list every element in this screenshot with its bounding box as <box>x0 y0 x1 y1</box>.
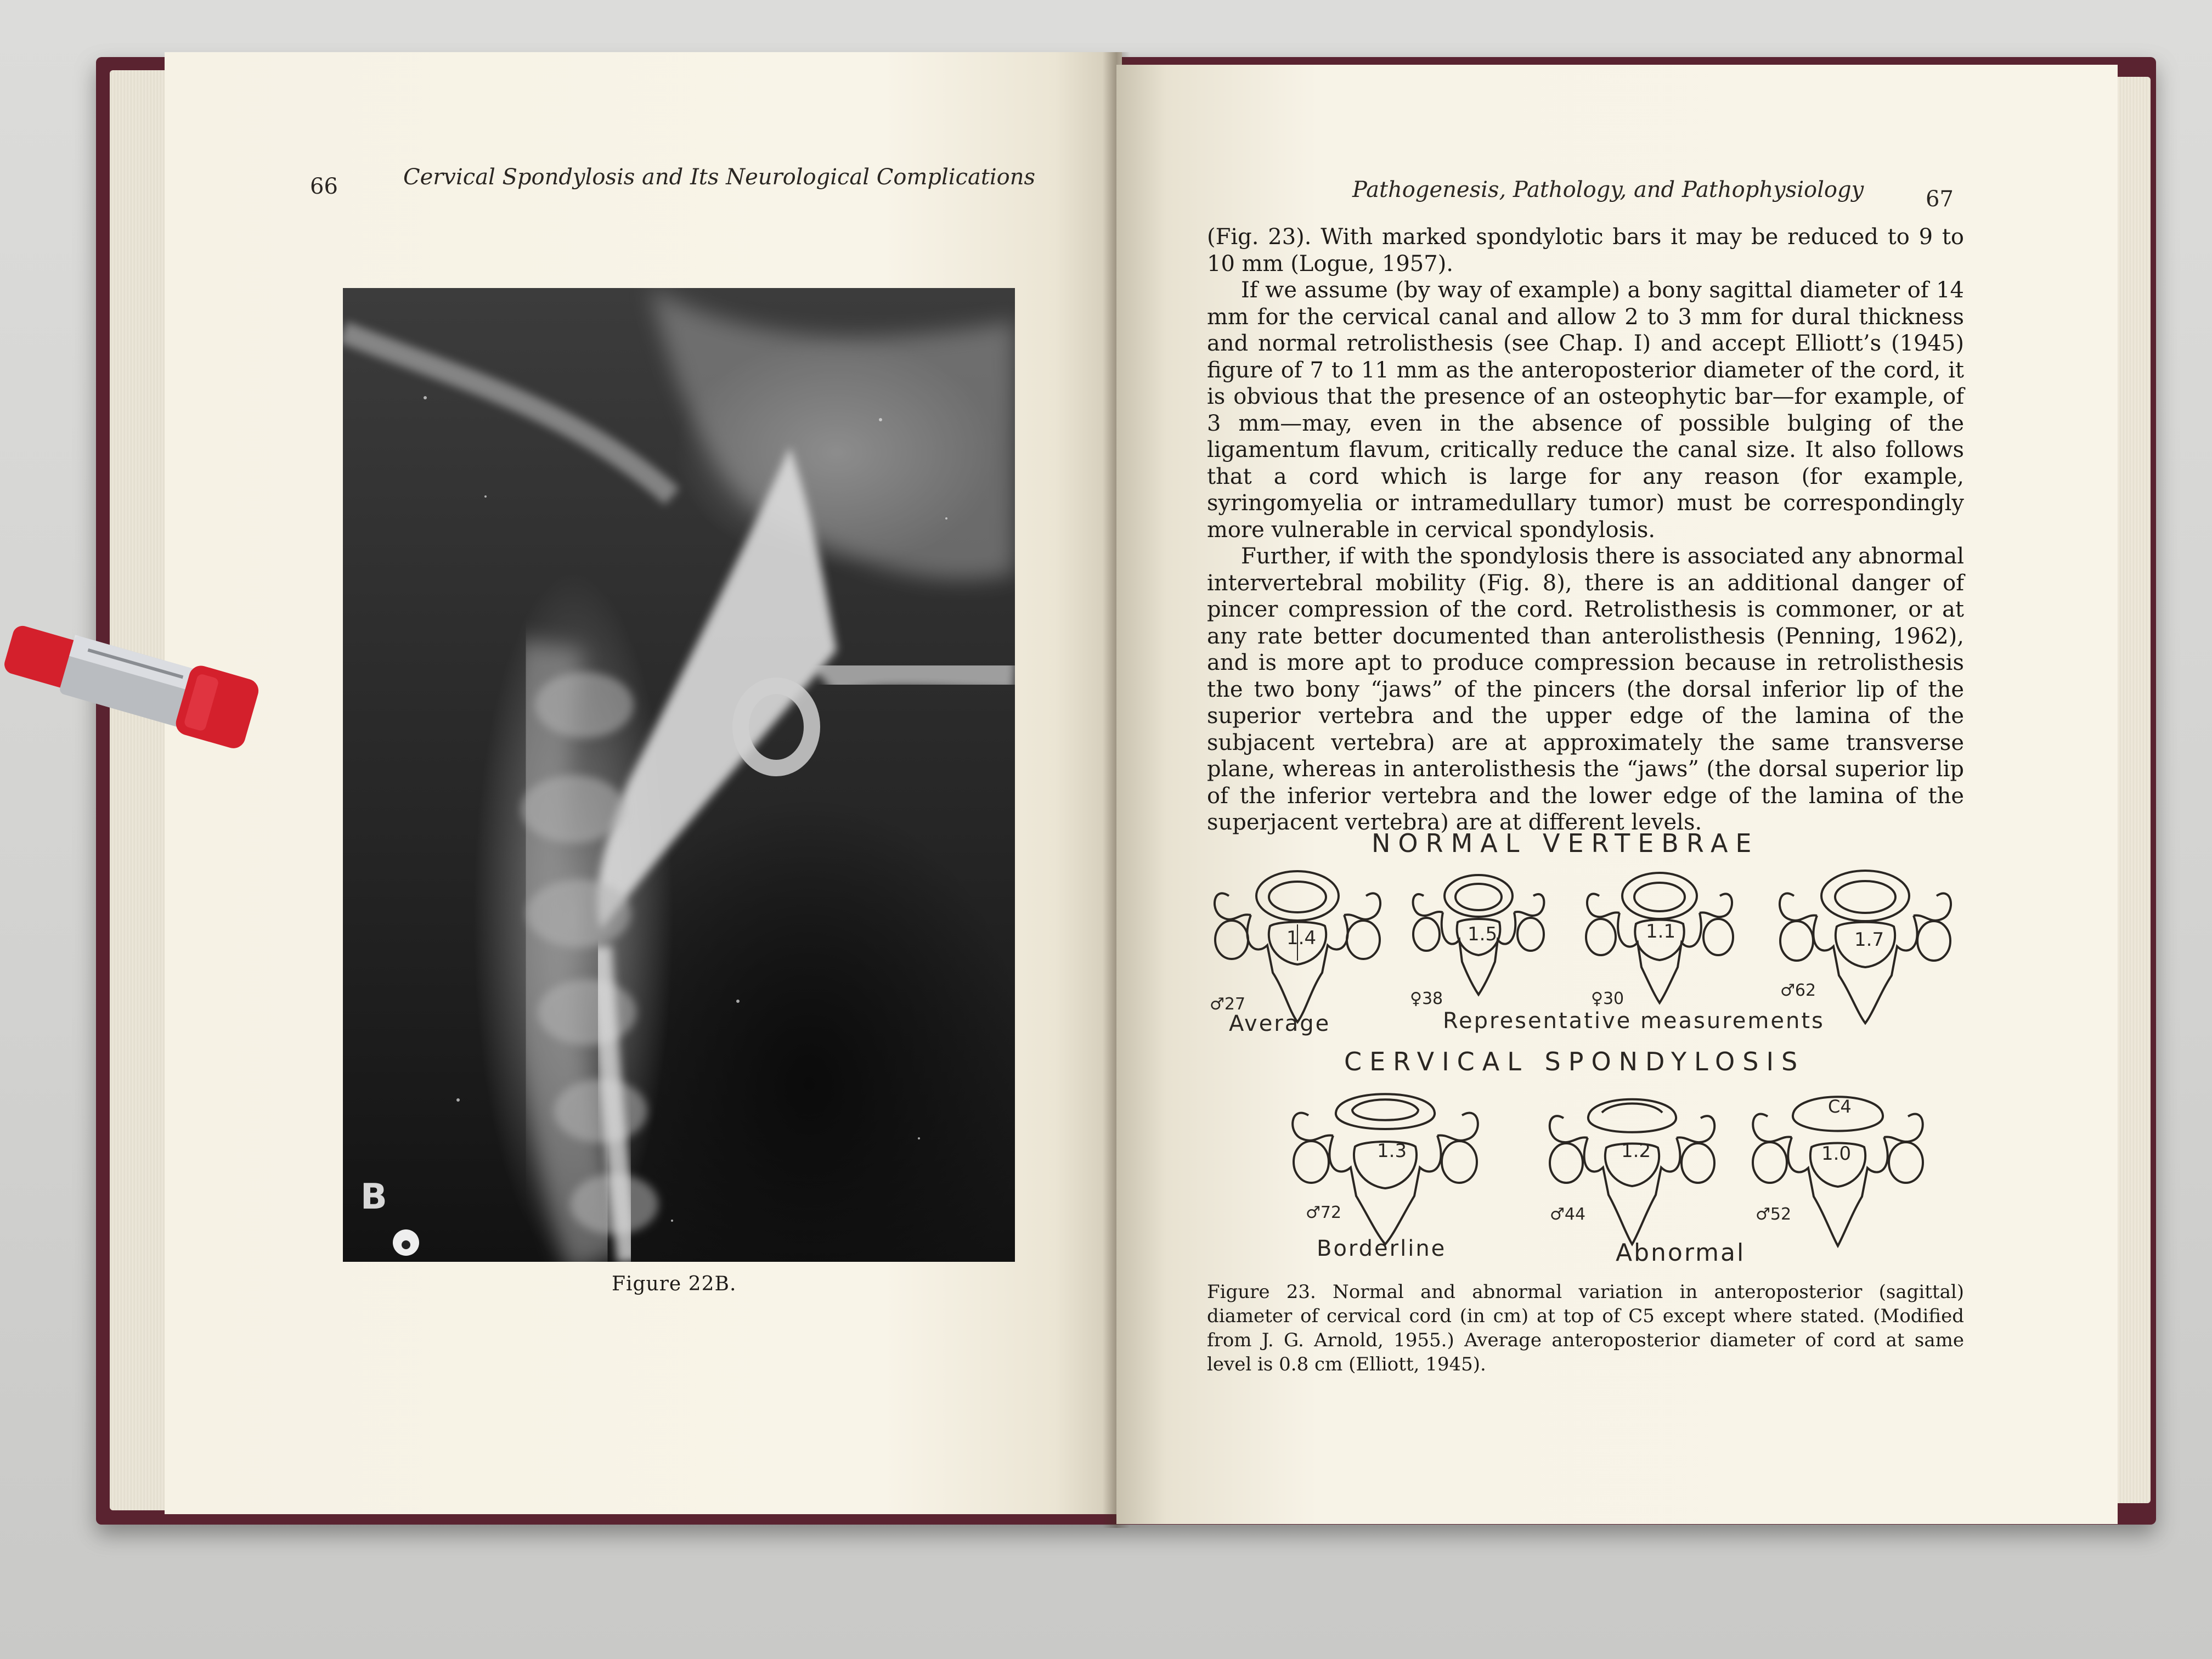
label-abnormal: Abnormal <box>1616 1239 1746 1267</box>
sex-age-spondylosis-2: ♂44 <box>1550 1205 1586 1224</box>
figure-23-caption: Figure 23. Normal and abnormal variation in anteroposterior (sagittal) diameter of cervical cord (in cm) at top of C5 except where stated. (Modified from J. G. Arnold, 1955.) Average anteroposterior diameter of cord at same level is 0.8 cm (Elliott, 1945). <box>1207 1281 1964 1375</box>
right-page-number: 67 <box>1926 187 1954 212</box>
measure-normal-2: 1.5 <box>1468 923 1498 945</box>
measure-normal-4: 1.7 <box>1854 929 1884 951</box>
vertebra-spondylosis-1 <box>1284 1080 1487 1250</box>
sex-age-normal-2: ♀38 <box>1410 989 1443 1008</box>
heading-cervical-spondylosis: CERVICAL SPONDYLOSIS <box>1344 1047 1805 1076</box>
measure-normal-3: 1.1 <box>1646 921 1676 943</box>
paragraph-2: If we assume (by way of example) a bony sagittal diameter of 14 mm for the cervical canal and allow 2 to 3 mm for dural thickness and normal retrolisthesis (see Chap. I) and accept Elliott’s (1945) figure of 7 to 11 mm as the anteroposterior diameter of the cord, it is obvious that the presence of an osteophytic bar—for example, of 3 mm—may, even in the absence of possible bulging of the ligamentum flavum, critically reduce the canal size. It also follows that a cord which is large for any reason (for example, syringomyelia or intramedullary tumor) must be correspondingly more vulnerable in cervical spondylosis. <box>1207 278 1964 543</box>
vertebra-spondylosis-2 <box>1542 1085 1723 1250</box>
paragraph-1: (Fig. 23). With marked spondylotic bars it may be reduced to 9 to 10 mm (Logue, 1957). <box>1207 224 1964 276</box>
measure-spondylosis-3: 1.0 <box>1821 1143 1852 1165</box>
right-running-head: Pathogenesis, Pathology, and Pathophysiology <box>1352 177 1864 202</box>
right-page <box>1116 65 2118 1524</box>
figure-23-diagram <box>1207 827 1964 1277</box>
xray-figure-22b <box>343 288 1015 1262</box>
measure-normal-1: 1.4 <box>1286 927 1317 949</box>
heading-normal-vertebrae: NORMAL VERTEBRAE <box>1372 828 1759 858</box>
xray-letter-marker: B <box>360 1177 387 1217</box>
paragraph-3: Further, if with the spondylosis there is associated any abnormal intervertebral mobility (Fig. 8), there is an additional danger of pincer compression of the cord. Retrolisthesis is commoner, or at any rate better documented than anterolisthesis (Penning, 1962), and is more apt to produce compression because in retrolisthesis the two bony “jaws” of the pincers (the dorsal inferior lip of the superior vertebra and the upper edge of the lamina of the subjacent vertebra) are at approximately the same transverse plane, whereas in anterolisthesis the “jaws” (the dorsal superior lip of the inferior vertebra and the lower edge of the lamina of the superjacent vertebra) are at different levels. <box>1207 544 1964 835</box>
figure-22b-caption: Figure 22B. <box>612 1273 737 1295</box>
left-running-head: Cervical Spondylosis and Its Neurological Complications <box>403 165 1036 190</box>
body-text <box>1207 224 1964 836</box>
label-average: Average <box>1229 1011 1331 1036</box>
sex-age-normal-1: ♂27 <box>1210 995 1246 1014</box>
sex-age-spondylosis-3: ♂52 <box>1756 1205 1792 1224</box>
measure-spondylosis-1: 1.3 <box>1377 1140 1407 1162</box>
label-borderline: Borderline <box>1317 1236 1447 1261</box>
measure-spondylosis-2: 1.2 <box>1621 1140 1651 1162</box>
sex-age-normal-3: ♀30 <box>1591 989 1624 1008</box>
sex-age-normal-4: ♂62 <box>1780 981 1816 1000</box>
note-c4: C4 <box>1828 1096 1852 1117</box>
sex-age-spondylosis-1: ♂72 <box>1306 1203 1342 1222</box>
label-representative-measurements: Representative measurements <box>1443 1008 1825 1034</box>
left-page-number: 66 <box>310 174 338 199</box>
xray-drawing <box>343 288 1015 1262</box>
left-page <box>165 52 1122 1514</box>
